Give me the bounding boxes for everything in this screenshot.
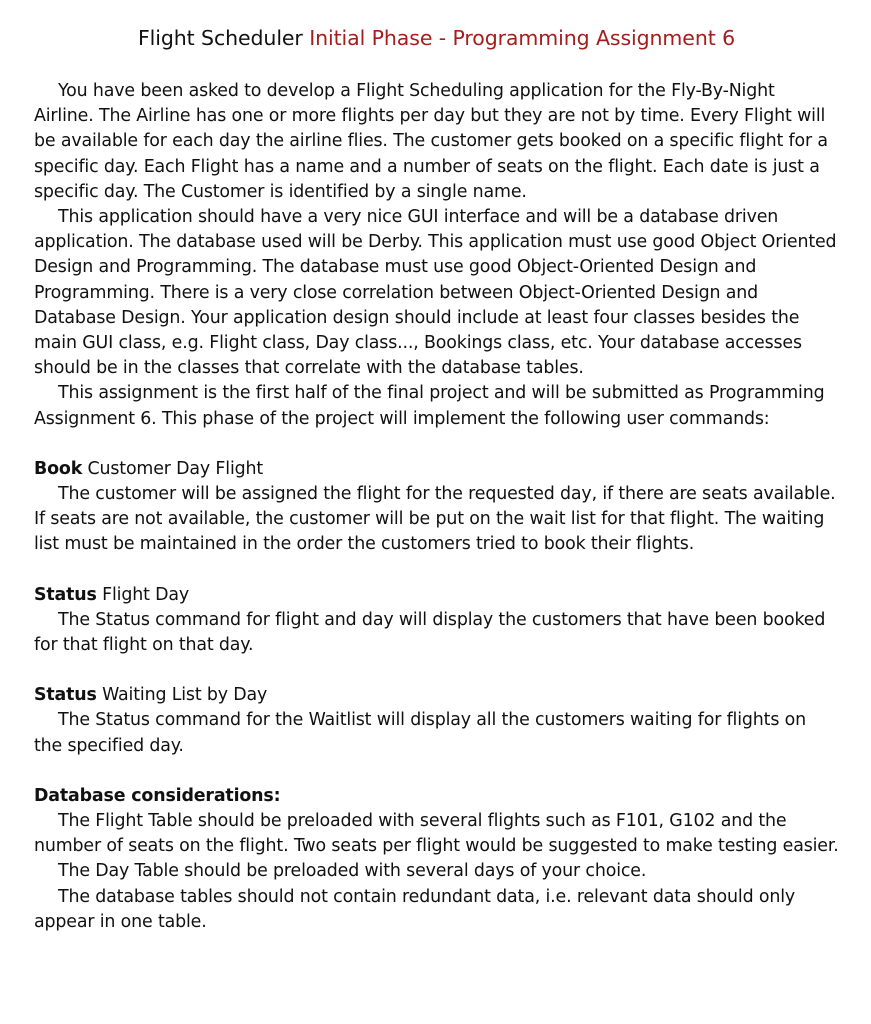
command-description: The Status command for flight and day will display the customers that have been booked for that flight on that day.	[34, 609, 826, 656]
intro-paragraph: This application should have a very nice GUI interface and will be a database driven application. The database used will be Derby. This application must use good Object Oriented Design and Programming. The database must use good Object-Oriented Design and Programming. There is a very close correlation between Object-Oriented Design and Database Design. Your application design should include at least four classes besides the main GUI class, e.g. Flight class, Day class..., Bookings class, etc. Your database accesses should be in the classes that correlate with the database tables.	[34, 207, 837, 379]
command-heading	[34, 583, 839, 608]
database-paragraph: The Flight Table should be preloaded with several flights such as F101, G102 and the number of seats on the flight. Two seats per flight would be suggested to make testing easier.	[34, 811, 839, 857]
command-heading	[34, 457, 839, 482]
intro-section	[34, 79, 839, 432]
command-args: Customer Day Flight	[82, 458, 264, 479]
intro-paragraph: You have been asked to develop a Flight Scheduling application for the Fly-By-Night Airline. The Airline has one or more flights per day but they are not by time. Every Flight will be available for each day the airline flies. The customer gets booked on a specific flight for a specific day. Each Flight has a name and a number of seats on the flight. Each date is just a specific day. The Customer is identified by a single name.	[34, 81, 828, 202]
database-heading: Database considerations:	[34, 785, 281, 806]
title-accent: Initial Phase - Programming Assignment 6	[309, 26, 736, 50]
page-title	[34, 22, 839, 54]
command-status-waiting-list	[34, 683, 839, 759]
command-status-flight-day	[34, 583, 839, 659]
database-considerations	[34, 784, 839, 935]
command-args: Waiting List by Day	[96, 685, 268, 706]
title-prefix: Flight Scheduler	[137, 26, 310, 50]
intro-paragraph: This assignment is the first half of the final project and will be submitted as Programming Assignment 6. This phase of the project will implement the following user commands:	[34, 383, 825, 429]
command-keyword: Book	[34, 458, 83, 479]
command-keyword: Status	[34, 685, 97, 706]
command-keyword: Status	[34, 584, 97, 605]
database-paragraph: The Day Table should be preloaded with several days of your choice.	[58, 861, 647, 882]
command-description: The Status command for the Waitlist will display all the customers waiting for flights on the specified day.	[34, 710, 806, 756]
command-description: The customer will be assigned the flight for the requested day, if there are seats available. If seats are not available, the customer will be put on the wait list for that flight. The waiting list must be maintained in the order the customers tried to book their flights.	[34, 484, 836, 555]
command-book	[34, 457, 839, 558]
command-heading	[34, 683, 839, 708]
command-args: Flight Day	[96, 584, 190, 605]
database-paragraph: The database tables should not contain redundant data, i.e. relevant data should only appear in one table.	[34, 886, 796, 932]
